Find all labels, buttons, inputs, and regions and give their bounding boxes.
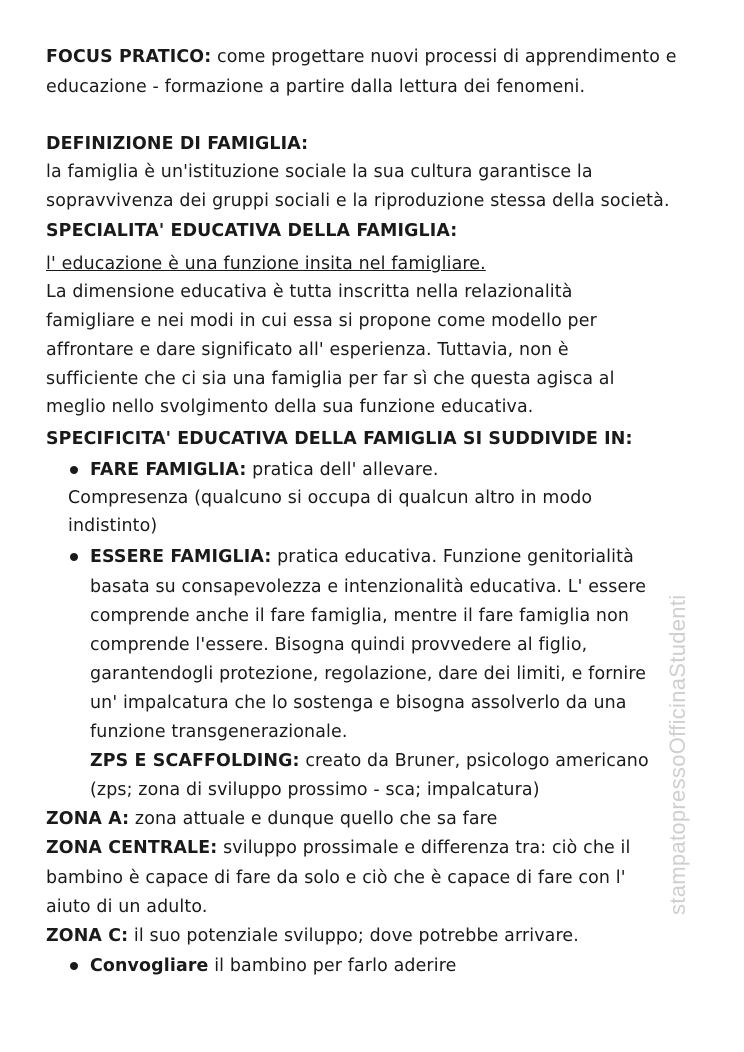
convogliare-label: Convogliare: [90, 956, 209, 976]
focus-text: come progettare nuovi processi di apprendimento e: [211, 47, 677, 67]
zona-centrale-line-1: [46, 837, 631, 859]
zona-centrale-line-2: bambino è capace di fare da solo e ciò che è capace di fare con l': [46, 868, 626, 888]
specialita-line-1: La dimensione educativa è tutta inscritta nella relazionalità: [46, 282, 573, 302]
essere-famiglia-line-2: basata su consapevolezza e intenzionalità educativa. L' essere: [90, 577, 647, 597]
focus-line-1: [46, 46, 677, 68]
zps-line-1: [90, 750, 649, 772]
focus-label: FOCUS PRATICO:: [46, 47, 212, 67]
essere-famiglia-label: ESSERE FAMIGLIA:: [90, 547, 272, 567]
definizione-line-2: sopravvivenza dei gruppi sociali e la riproduzione stessa della società.: [46, 191, 670, 211]
zona-c-label: ZONA C:: [46, 926, 129, 946]
zona-a-label: ZONA A:: [46, 809, 130, 829]
essere-famiglia-line-5: garantendogli protezione, regolazione, dare dei limiti, e fornire: [90, 664, 647, 684]
definizione-heading: DEFINIZIONE DI FAMIGLIA:: [46, 134, 309, 154]
watermark: stampatopressoOfficinaStudenti: [665, 594, 690, 915]
fare-famiglia-line-3: indistinto): [68, 516, 158, 536]
zona-centrale-label: ZONA CENTRALE:: [46, 838, 218, 858]
zona-c-text: il suo potenziale sviluppo; dove potrebbe arrivare.: [128, 926, 579, 946]
essere-famiglia-line-7: funzione transgenerazionale.: [90, 722, 348, 742]
fare-famiglia-line-2: Compresenza (qualcuno si occupa di qualcun altro in modo: [68, 488, 593, 508]
essere-famiglia-line-3: comprende anche il fare famiglia, mentre il fare famiglia non: [90, 606, 630, 626]
specialita-heading: SPECIALITA' EDUCATIVA DELLA FAMIGLIA:: [46, 221, 458, 241]
bullet-convogliare: [70, 962, 78, 970]
specialita-line-3: affrontare e dare significato all' esperienza. Tuttavia, non è: [46, 340, 569, 360]
zona-c-line: [46, 925, 579, 947]
fare-famiglia-label: FARE FAMIGLIA:: [90, 460, 247, 480]
focus-line-2: educazione - formazione a partire dalla lettura dei fenomeni.: [46, 77, 586, 97]
specificita-heading: SPECIFICITA' EDUCATIVA DELLA FAMIGLIA SI SUDDIVIDE IN:: [46, 429, 633, 449]
convogliare-text: il bambino per farlo aderire: [208, 956, 457, 976]
essere-famiglia-text: pratica educativa. Funzione genitorialità: [271, 547, 634, 567]
zona-centrale-text: sviluppo prossimale e differenza tra: ciò che il: [217, 838, 631, 858]
zona-a-line: [46, 808, 497, 830]
zps-text: creato da Bruner, psicologo americano: [299, 751, 649, 771]
essere-famiglia-line-1: [90, 546, 634, 568]
specialita-line-2: famigliare e nei modi in cui essa si propone come modello per: [46, 311, 597, 331]
definizione-line-1: la famiglia è un'istituzione sociale la sua cultura garantisce la: [46, 162, 593, 182]
zps-line-2: (zps; zona di sviluppo prossimo - sca; impalcatura): [90, 780, 540, 800]
specialita-line-4: sufficiente che ci sia una famiglia per far sì che questa agisca al: [46, 369, 615, 389]
essere-famiglia-line-6: un' impalcatura che lo sostenga e bisogna assolverlo da una: [90, 693, 627, 713]
fare-famiglia-text: pratica dell' allevare.: [246, 460, 439, 480]
specialita-line-5: meglio nello svolgimento della sua funzione educativa.: [46, 397, 534, 417]
convogliare-line: [90, 955, 456, 977]
essere-famiglia-line-4: comprende l'essere. Bisogna quindi provvedere al figlio,: [90, 635, 588, 655]
bullet-fare-famiglia: [70, 466, 78, 474]
zona-a-text: zona attuale e dunque quello che sa fare: [129, 809, 498, 829]
bullet-essere-famiglia: [70, 553, 78, 561]
zona-centrale-line-3: aiuto di un adulto.: [46, 897, 208, 917]
zps-label: ZPS E SCAFFOLDING:: [90, 751, 300, 771]
specialita-underlined: l' educazione è una funzione insita nel famigliare.: [46, 254, 486, 274]
fare-famiglia-line-1: [90, 459, 439, 481]
